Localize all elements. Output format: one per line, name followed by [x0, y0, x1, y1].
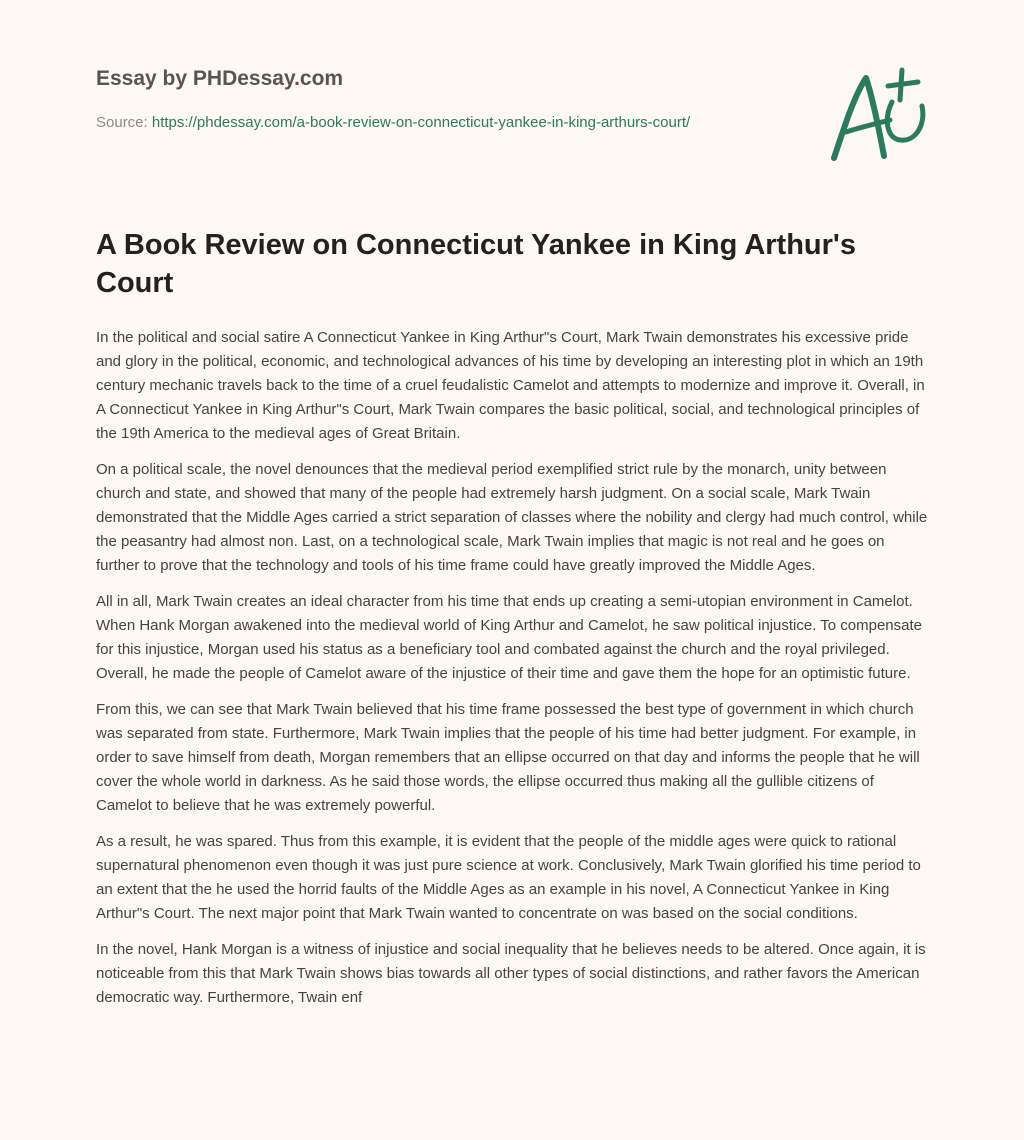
source-link[interactable]: https://phdessay.com/a-book-review-on-connecticut-yankee-in-king-arthurs-court/ [151, 114, 691, 131]
source-label: Source: [96, 114, 152, 131]
paragraph: On a political scale, the novel denounces that the medieval period exemplified strict rule by the monarch, unity between church and state, and showed that many of the people had extremely harsh judgment. On a social scale, Mark Twain demonstrated that the Middle Ages carried a strict separation of classes where the nobility and clergy had much control, while the peasantry had almost non. Last, on a technological scale, Mark Twain implies that magic is not real and he goes on further to prove that the technology and tools of his time frame could have greatly improved the Middle Ages. [96, 461, 928, 574]
paragraph: In the political and social satire A Connecticut Yankee in King Arthur"s Court, Mark Twain demonstrates his excessive pride and glory in the political, economic, and technological advances of his time by developing an interesting plot in which an 19th century mechanic travels back to the time of a cruel feudalistic Camelot and attempts to modernize and improve it. Overall, in A Connecticut Yankee in King Arthur"s Court, Mark Twain compares the basic political, social, and technological principles of the 19th America to the medieval ages of Great Britain. [96, 329, 925, 442]
header [96, 66, 930, 166]
essay-page [96, 0, 930, 1140]
paragraph: As a result, he was spared. Thus from this example, it is evident that the people of the middle ages were quick to rational supernatural phenomenon even though it was just pure science at work. Conclusively, Mark Twain glorified his time period to an extent that the he used the horrid faults of the Middle Ages as an example in his novel, A Connecticut Yankee in King Arthur"s Court. The next major point that Mark Twain wanted to concentrate on was based on the social conditions. [96, 833, 921, 922]
brand-title: Essay by PHDessay.com [96, 67, 344, 90]
paragraph: In the novel, Hank Morgan is a witness of injustice and social inequality that he believes needs to be altered. Once again, it is noticeable from this that Mark Twain shows bias towards all other types of social distinctions, and rather favors the American democratic way. Furthermore, Twain enf [96, 941, 926, 1006]
paragraph: All in all, Mark Twain creates an ideal character from his time that ends up creating a semi-utopian environment in Camelot. When Hank Morgan awakened into the medieval world of King Arthur and Camelot, he saw political injustice. To compensate for this injustice, Morgan used his status as a beneficiary tool and combated against the church and the royal privileged. Overall, he made the people of Camelot aware of the injustice of their time and gave them the hope for an optimistic future. [96, 593, 923, 682]
a-plus-logo-svg [826, 66, 930, 166]
source-line [96, 112, 736, 134]
essay-title: A Book Review on Connecticut Yankee in King Arthur's Court [96, 229, 856, 299]
paragraph: From this, we can see that Mark Twain believed that his time frame possessed the best type of government in which church was separated from state. Furthermore, Mark Twain implies that the people of his time had better judgment. For example, in order to save himself from death, Morgan remembers that an ellipse occurred on that day and informs the people that he will cover the whole world in darkness. As he said those words, the ellipse occurred thus making all the gullible citizens of Camelot to believe that he was extremely powerful. [96, 701, 920, 814]
essay-body [96, 326, 930, 1140]
a-plus-logo-icon [826, 66, 930, 166]
